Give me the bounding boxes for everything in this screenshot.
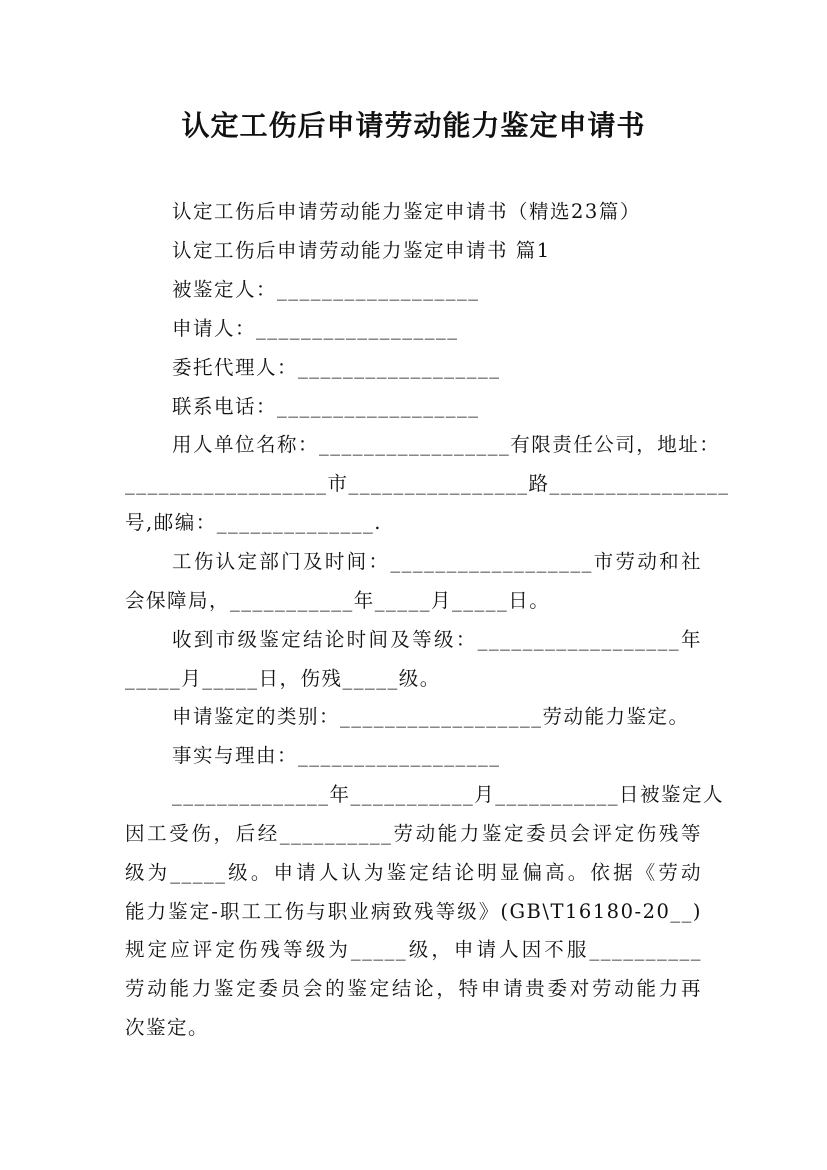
paragraph-facts-line-2: 因工受伤，后经__________劳动能力鉴定委员会评定伤残等	[125, 822, 702, 845]
paragraph-facts-line-3: 级为_____级。申请人认为鉴定结论明显偏高。依据《劳动	[125, 861, 702, 884]
paragraph-facts-line-1: ______________年___________月___________日被鉴定人	[172, 783, 725, 806]
paragraph-facts-line-6: 劳动能力鉴定委员会的鉴定结论，特申请贵委对劳动能力再	[125, 977, 702, 1000]
section-heading: 认定工伤后申请劳动能力鉴定申请书 篇1	[172, 239, 551, 262]
subtitle-line: 认定工伤后申请劳动能力鉴定申请书（精选23篇）	[172, 200, 641, 223]
field-appraised-person: 被鉴定人：__________________	[172, 278, 480, 301]
document-title: 认定工伤后申请劳动能力鉴定申请书	[181, 109, 646, 142]
field-phone: 联系电话：__________________	[172, 395, 480, 418]
field-appraisal-type: 申请鉴定的类别：__________________劳动能力鉴定。	[172, 705, 690, 728]
paragraph-conclusion-line-1: 收到市级鉴定结论时间及等级：__________________年	[172, 628, 702, 651]
paragraph-injury-dept-line-1: 工伤认定部门及时间：__________________市劳动和社	[172, 550, 702, 573]
field-address-line: __________________市________________路________________	[125, 472, 730, 495]
paragraph-injury-dept-line-2: 会保障局，___________年_____月_____日。	[125, 589, 551, 612]
paragraph-conclusion-line-2: _____月_____日，伤残_____级。	[125, 667, 441, 690]
paragraph-facts-line-4: 能力鉴定-职工工伤与职业病致残等级》(GB\T16180-20__)	[125, 900, 702, 923]
paragraph-facts-line-5: 规定应评定伤残等级为_____级，申请人因不服__________	[125, 938, 702, 961]
field-agent: 委托代理人：__________________	[172, 356, 501, 379]
field-applicant: 申请人：__________________	[172, 317, 459, 340]
field-employer-line: 用人单位名称：_________________有限责任公司，地址：	[172, 433, 721, 456]
paragraph-facts-line-7: 次鉴定。	[125, 1016, 210, 1039]
field-postcode-line: 号,邮编：______________.	[125, 511, 382, 534]
field-facts-reasons: 事实与理由：__________________	[172, 744, 501, 767]
